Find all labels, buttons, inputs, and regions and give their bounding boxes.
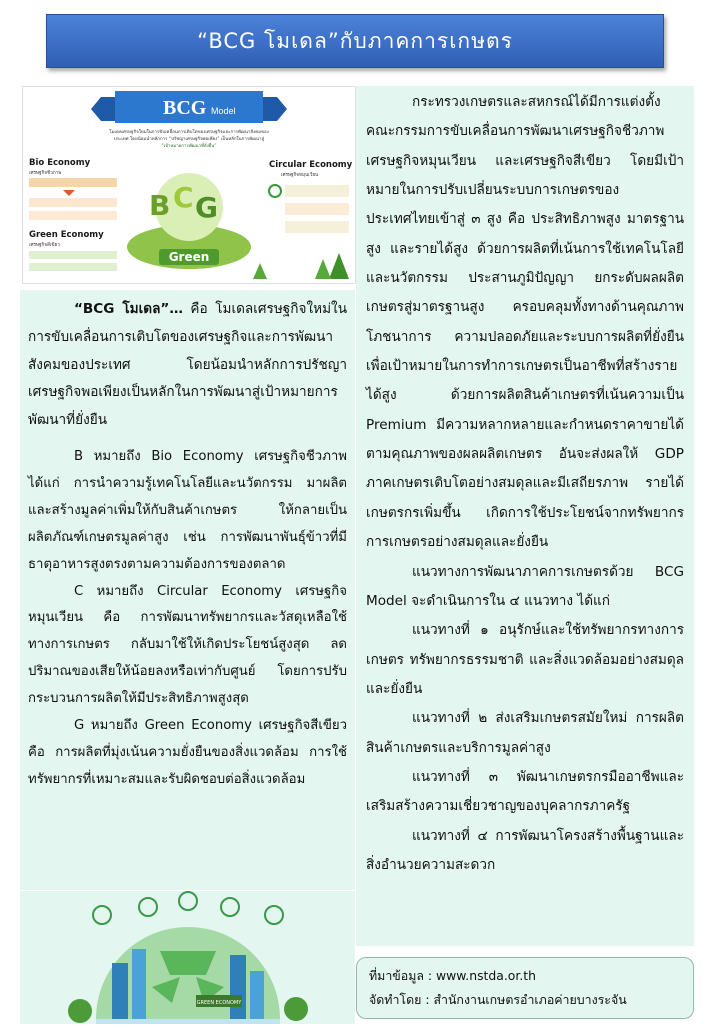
source-line: ที่มาข้อมูล : www.nstda.or.th — [369, 968, 536, 983]
left-definitions-panel — [20, 438, 355, 890]
bio-row-2 — [29, 198, 117, 207]
green-row-1 — [29, 251, 117, 259]
globe-svg — [20, 891, 355, 1024]
page-title: “BCG โมเดล”กับภาคการเกษตร — [197, 28, 513, 53]
bulb-icon — [139, 898, 157, 916]
definitions-text — [20, 438, 355, 794]
page-title-bar — [46, 14, 664, 68]
tree-icon — [284, 997, 308, 1021]
building-icon — [250, 971, 264, 1019]
center-letter-g: G — [195, 191, 218, 224]
right-text — [356, 86, 694, 880]
g-definition: G หมายถึง Green Economy เศรษฐกิจสีเขียว คือ การผลิตที่มุ่งเน้นความยั่งยืนของสิ่งแวดล้อม การใช้ทรัพยากรที่เหมาะสมและรับผิดชอบต่อสิ่งแวดล้อม — [28, 718, 347, 787]
badge-main-text: BCG — [163, 97, 207, 119]
circular-row-1 — [285, 185, 349, 197]
intro-lead: “BCG โมเดล”… — [74, 301, 183, 317]
approach-3: แนวทางที่ ๓ พัฒนาเกษตรกรมืออาชีพและเสริมสร้างความเชี่ยวชาญของบุคลากรภาครัฐ — [366, 768, 684, 815]
bio-economy-title: Bio Economy — [29, 158, 91, 168]
approach-2: แนวทางที่ ๒ ส่งเสริมเกษตรสมัยใหม่ การผลิตสินค้าเกษตรและบริการมูลค่าสูง — [366, 710, 684, 756]
bio-row-3 — [29, 211, 117, 220]
plug-icon — [179, 892, 197, 910]
prepared-by-line: จัดทำโดย : สำนักงานเกษตรอำเภอค่ายบางระจัน — [369, 992, 627, 1007]
building-icon — [132, 949, 146, 1019]
b-definition: B หมายถึง Bio Economy เศรษฐกิจชีวภาพ ได้แก่ การนำความรู้เทคโนโลยีและนวัตกรรม มาผลิตและสร้างมูลค่าเพิ่มให้กับสินค้าเกษตร ให้กลายเป็นผลิตภัณฑ์เกษตรมูลค่าสูง เช่น การพัฒนาพันธุ์ข้าวที่มีธาตุอาหารสูงตรงตามความต้องการของตลาด — [28, 449, 347, 572]
green-economy-sign-text: GREEN ECONOMY — [196, 1000, 242, 1006]
approaches-intro: แนวทางการพัฒนาภาคการเกษตรด้วย BCG Model จะดำเนินการใน ๔ แนวทาง ได้แก่ — [366, 563, 684, 609]
right-content-panel — [356, 86, 694, 946]
green-row-2 — [29, 263, 117, 271]
building-icon — [230, 955, 246, 1019]
plant-icon — [93, 906, 111, 924]
green-economy-title: Green Economy — [29, 230, 104, 240]
center-letter-c: C — [173, 181, 194, 214]
left-intro-panel — [20, 290, 355, 438]
circular-row-3 — [285, 221, 349, 233]
bio-row-1 — [29, 178, 117, 187]
center-letter-b: B — [149, 189, 171, 222]
c-definition: C หมายถึง Circular Economy เศรษฐกิจหมุนเวียน คือ การพัฒนาทรัพยากรและวัสดุเหลือใช้ทางการเกษตร กลับมาใช้ให้เกิดประโยชน์สูงสุด ลดปริมาณของเสียให้น้อยลงหรือเท่ากับศูนย์ โดยการปรับกระบวนการผลิตให้มีประสิทธิภาพสูงสุด — [28, 583, 347, 707]
circular-row-2 — [285, 203, 349, 215]
badge-sub-text: Model — [211, 106, 236, 116]
image-intro-line-3: “เป้าหมายการพัฒนาที่ยั่งยืน” — [161, 144, 217, 149]
approach-1: แนวทางที่ ๑ อนุรักษ์และใช้ทรัพยากรทางการเกษตร ทรัพยากรธรรมชาติ และสิ่งแวดล้อมอย่างสมดุลและยั่งยืน — [366, 622, 684, 697]
bio-arrow-icon — [63, 190, 75, 196]
battery-icon — [221, 898, 239, 916]
circular-economy-sub: เศรษฐกิจหมุนเวียน — [281, 173, 319, 178]
source-box — [356, 957, 694, 1019]
intro-paragraph — [20, 290, 355, 435]
bcg-infographic-svg — [23, 87, 355, 283]
bcg-model-infographic — [22, 86, 356, 284]
intro-text: คือ โมเดลเศรษฐกิจใหม่ในการขับเคลื่อนการเติบโตของเศรษฐกิจและการพัฒนาสังคมของประเทศ โดยน้อมนำหลักการปรัชญาเศรษฐกิจพอเพียงเป็นหลักในการพัฒนาสู่เป้าหมายการพัฒนาที่ยั่งยืน — [28, 301, 347, 429]
tree-icon — [315, 259, 331, 279]
ministry-paragraph: กระทรวงเกษตรและสหกรณ์ได้มีการแต่งตั้ง คณะกรรมการขับเคลื่อนการพัฒนาเศรษฐกิจชีวภาพ เศรษฐกิจหมุนเวียน และเศรษฐกิจสีเขียว โดยมีเป้าหมายในการปรับเปลี่ยนระบบการเกษตรของประเทศไทยเข้าสู่ ๓ สูง คือ ประสิทธิภาพสูง มาตรฐานสูง และรายได้สูง ด้วยการผลิตที่เน้นการใช้เทคโนโลยีและนวัตกรรม ประสานภูมิปัญญา ยกระดับผลผลิตเกษตรสู่มาตรฐานสูง ครอบคลุมทั้งทางด้านคุณภาพโภชนาการ ความปลอดภัยและระบบการผลิตที่ยั่งยืน เพื่อเป้าหมายในการทำการเกษตรเป็นอาชีพที่สร้างรายได้สูง ด้วยการผลิตสินค้าเกษตรที่เน้นความเป็น Premium มีความหลากหลายและกำหนดราคาขายได้ตามคุณภาพของผลผลิตเกษตร อันจะส่งผลให้ GDP ภาคเกษตรเติบโตอย่างสมดุลและมีเสถียรภาพ รายได้เกษตรกรเพิ่มขึ้น เกิดการใช้ประโยชน์จากทรัพยากรการเกษตรอย่างสมดุลและยั่งยืน — [366, 94, 684, 551]
tree-icon — [253, 263, 267, 279]
green-economy-sub: เศรษฐกิจสีเขียว — [29, 243, 60, 248]
circular-economy-title: Circular Economy — [269, 160, 353, 170]
approach-4: แนวทางที่ ๔ การพัฒนาโครงสร้างพื้นฐานและสิ่งอำนวยความสะดวก — [366, 827, 684, 873]
image-intro-line-2: ประเทศ โดยน้อมนำหลักการ “ปรัชญาเศรษฐกิจพอเพียง” เป็นหลักในการพัฒนาสู่ — [113, 137, 265, 142]
leaf-icon — [265, 906, 283, 924]
center-label: Green — [168, 250, 210, 264]
tree-icon — [68, 999, 92, 1023]
bio-economy-sub: เศรษฐกิจชีวภาพ — [29, 171, 62, 176]
green-globe-illustration — [20, 891, 355, 1024]
tree-icon — [329, 253, 349, 279]
building-icon — [112, 963, 128, 1019]
image-intro-line-1: โมเดลเศรษฐกิจใหม่ในการขับเคลื่อนการเติบโตของเศรษฐกิจและการพัฒนาสังคมของ — [109, 130, 269, 135]
recycle-icon — [269, 185, 281, 197]
